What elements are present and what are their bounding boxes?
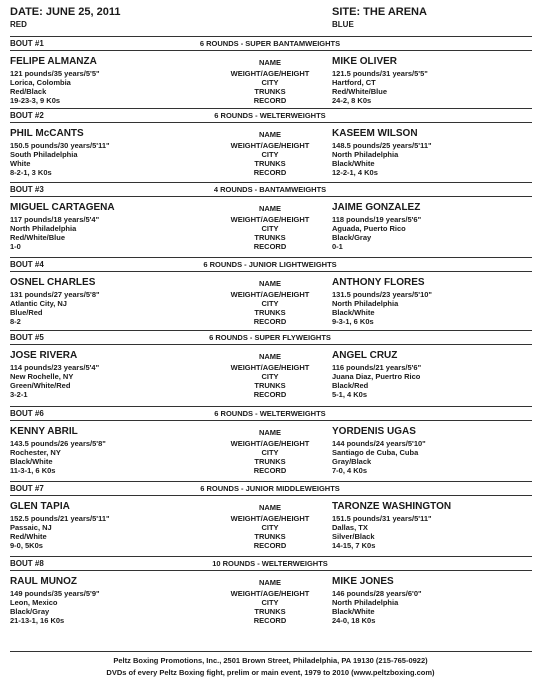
bout-title-rule <box>10 122 532 123</box>
blue-fighter-city: Dallas, TX <box>332 523 368 532</box>
label-record: RECORD <box>253 168 287 177</box>
label-stats: WEIGHT/AGE/HEIGHT <box>230 215 310 224</box>
label-city: CITY <box>261 598 279 607</box>
blue-fighter-city: North Philadelphia <box>332 150 399 159</box>
bout-top-rule <box>10 182 532 183</box>
label-stats: WEIGHT/AGE/HEIGHT <box>230 141 310 150</box>
red-fighter-stats: 143.5 pounds/26 years/5'8" <box>10 439 106 448</box>
blue-fighter-name: YORDENIS UGAS <box>332 426 416 437</box>
bout-title: 6 ROUNDS - WELTERWEIGHTS <box>214 409 326 418</box>
label-record: RECORD <box>253 541 287 550</box>
bout-title: 10 ROUNDS - WELTERWEIGHTS <box>212 559 328 568</box>
label-trunks: TRUNKS <box>254 87 286 96</box>
blue-fighter-trunks: Red/White/Blue <box>332 87 388 96</box>
label-city: CITY <box>261 299 279 308</box>
label-stats: WEIGHT/AGE/HEIGHT <box>230 290 310 299</box>
red-fighter-city: South Philadelphia <box>10 150 78 159</box>
red-fighter-trunks: Blue/Red <box>10 308 43 317</box>
blue-fighter-city: Aguada, Puerto Rico <box>332 224 406 233</box>
blue-fighter-record: 24-0, 18 K0s <box>332 616 376 625</box>
bout-title: 4 ROUNDS - BANTAMWEIGHTS <box>213 185 327 194</box>
bout-block <box>10 481 532 549</box>
label-trunks: TRUNKS <box>254 381 286 390</box>
label-city: CITY <box>261 372 279 381</box>
bout-number: BOUT #8 <box>10 559 44 568</box>
label-record: RECORD <box>253 390 287 399</box>
blue-fighter-stats: 144 pounds/24 years/5'10" <box>332 439 426 448</box>
bout-title-rule <box>10 196 532 197</box>
blue-fighter-city: North Philadelphia <box>332 299 399 308</box>
blue-fighter-record: 14-15, 7 K0s <box>332 541 376 550</box>
event-site: SITE: THE ARENA <box>332 6 427 18</box>
red-fighter-record: 8-2 <box>10 317 21 326</box>
label-trunks: TRUNKS <box>254 607 286 616</box>
red-fighter-stats: 131 pounds/27 years/5'8" <box>10 290 100 299</box>
blue-fighter-stats: 116 pounds/21 years/5'6" <box>332 363 422 372</box>
label-name: NAME <box>258 352 282 361</box>
bout-title: 6 ROUNDS - JUNIOR LIGHTWEIGHTS <box>203 260 337 269</box>
blue-fighter-city: Juana Diaz, Puertro Rico <box>332 372 421 381</box>
red-fighter-record: 3-2-1 <box>10 390 28 399</box>
label-name: NAME <box>258 578 282 587</box>
blue-fighter-city: North Philadelphia <box>332 598 399 607</box>
bout-number: BOUT #7 <box>10 484 44 493</box>
blue-fighter-name: ANGEL CRUZ <box>332 350 398 361</box>
label-name: NAME <box>258 130 282 139</box>
bout-top-rule <box>10 36 532 37</box>
blue-fighter-record: 7-0, 4 K0s <box>332 466 368 475</box>
bout-title-rule <box>10 570 532 571</box>
blue-fighter-record: 9-3-1, 6 K0s <box>332 317 374 326</box>
label-name: NAME <box>258 204 282 213</box>
label-record: RECORD <box>253 242 287 251</box>
label-record: RECORD <box>253 96 287 105</box>
label-stats: WEIGHT/AGE/HEIGHT <box>230 589 310 598</box>
red-fighter-stats: 117 pounds/18 years/5'4" <box>10 215 100 224</box>
red-fighter-stats: 150.5 pounds/30 years/5'11" <box>10 141 110 150</box>
label-trunks: TRUNKS <box>254 159 286 168</box>
bout-title: 6 ROUNDS - JUNIOR MIDDLEWEIGHTS <box>200 484 340 493</box>
red-fighter-name: OSNEL CHARLES <box>10 277 96 288</box>
bout-top-rule <box>10 330 532 331</box>
bout-top-rule <box>10 406 532 407</box>
label-record: RECORD <box>253 616 287 625</box>
label-city: CITY <box>261 224 279 233</box>
blue-fighter-stats: 146 pounds/28 years/6'0" <box>332 589 422 598</box>
label-city: CITY <box>261 523 279 532</box>
bout-block <box>10 330 532 398</box>
blue-fighter-city: Santiago de Cuba, Cuba <box>332 448 419 457</box>
blue-fighter-record: 24-2, 8 K0s <box>332 96 372 105</box>
blue-fighter-record: 12-2-1, 4 K0s <box>332 168 378 177</box>
blue-fighter-city: Hartford, CT <box>332 78 376 87</box>
red-fighter-city: New Rochelle, NY <box>10 372 74 381</box>
label-trunks: TRUNKS <box>254 532 286 541</box>
bout-block <box>10 257 532 325</box>
red-fighter-record: 11-3-1, 6 K0s <box>10 466 56 475</box>
red-fighter-stats: 152.5 pounds/21 years/5'11" <box>10 514 110 523</box>
label-trunks: TRUNKS <box>254 457 286 466</box>
bout-title-rule <box>10 50 532 51</box>
footer-rule <box>10 651 532 652</box>
blue-fighter-name: MIKE OLIVER <box>332 56 398 67</box>
label-record: RECORD <box>253 317 287 326</box>
bout-number: BOUT #1 <box>10 39 44 48</box>
blue-fighter-trunks: Black/White <box>332 607 375 616</box>
label-name: NAME <box>258 503 282 512</box>
bout-top-rule <box>10 481 532 482</box>
blue-fighter-stats: 148.5 pounds/25 years/5'11" <box>332 141 432 150</box>
blue-fighter-trunks: Black/Gray <box>332 233 372 242</box>
blue-fighter-record: 0-1 <box>332 242 343 251</box>
bout-block <box>10 556 532 624</box>
bout-top-rule <box>10 108 532 109</box>
red-fighter-city: North Philadelphia <box>10 224 77 233</box>
blue-fighter-stats: 121.5 pounds/31 years/5'5" <box>332 69 428 78</box>
bout-title-rule <box>10 344 532 345</box>
bout-block <box>10 108 532 176</box>
label-city: CITY <box>261 78 279 87</box>
bout-title: 6 ROUNDS - WELTERWEIGHTS <box>214 111 326 120</box>
label-stats: WEIGHT/AGE/HEIGHT <box>230 439 310 448</box>
blue-corner-label: BLUE <box>332 20 354 29</box>
label-trunks: TRUNKS <box>254 308 286 317</box>
bout-title-rule <box>10 495 532 496</box>
red-corner-label: RED <box>10 20 27 29</box>
bout-title: 6 ROUNDS - SUPER FLYWEIGHTS <box>209 333 331 342</box>
bout-number: BOUT #2 <box>10 111 44 120</box>
bout-title: 6 ROUNDS - SUPER BANTAMWEIGHTS <box>199 39 341 48</box>
red-fighter-trunks: Black/Gray <box>10 607 50 616</box>
red-fighter-record: 19-23-3, 9 K0s <box>10 96 61 105</box>
red-fighter-trunks: Red/Black <box>10 87 47 96</box>
red-fighter-name: GLEN TAPIA <box>10 501 70 512</box>
blue-fighter-trunks: Black/Red <box>332 381 369 390</box>
red-fighter-record: 8-2-1, 3 K0s <box>10 168 52 177</box>
label-city: CITY <box>261 150 279 159</box>
red-fighter-name: MIGUEL CARTAGENA <box>10 202 115 213</box>
red-fighter-trunks: Red/White/Blue <box>10 233 66 242</box>
bout-number: BOUT #5 <box>10 333 44 342</box>
red-fighter-city: Passaic, NJ <box>10 523 52 532</box>
blue-fighter-trunks: Gray/Black <box>332 457 372 466</box>
red-fighter-trunks: Green/White/Red <box>10 381 71 390</box>
label-record: RECORD <box>253 466 287 475</box>
red-fighter-name: RAUL MUNOZ <box>10 576 78 587</box>
red-fighter-trunks: White <box>10 159 31 168</box>
bout-top-rule <box>10 556 532 557</box>
bout-block <box>10 36 532 104</box>
label-trunks: TRUNKS <box>254 233 286 242</box>
red-fighter-record: 9-0, 5K0s <box>10 541 43 550</box>
footer-dvd-note: DVDs of every Peltz Boxing fight, prelim or main event, 1979 to 2010 (www.peltzboxing.com) <box>106 668 435 677</box>
bout-number: BOUT #4 <box>10 260 44 269</box>
bout-top-rule <box>10 257 532 258</box>
blue-fighter-record: 5-1, 4 K0s <box>332 390 368 399</box>
blue-fighter-name: TARONZE WASHINGTON <box>332 501 452 512</box>
blue-fighter-trunks: Silver/Black <box>332 532 375 541</box>
red-fighter-trunks: Red/White <box>10 532 47 541</box>
event-date: DATE: JUNE 25, 2011 <box>10 6 121 18</box>
red-fighter-stats: 114 pounds/23 years/5'4" <box>10 363 100 372</box>
red-fighter-city: Rochester, NY <box>10 448 61 457</box>
red-fighter-city: Lorica, Colombia <box>10 78 71 87</box>
red-fighter-stats: 121 pounds/35 years/5'5" <box>10 69 100 78</box>
label-name: NAME <box>258 428 282 437</box>
blue-fighter-stats: 118 pounds/19 years/5'6" <box>332 215 422 224</box>
blue-fighter-name: JAIME GONZALEZ <box>332 202 421 213</box>
red-fighter-name: KENNY ABRIL <box>10 426 78 437</box>
bout-number: BOUT #3 <box>10 185 44 194</box>
bout-block <box>10 182 532 250</box>
label-name: NAME <box>258 58 282 67</box>
bout-number: BOUT #6 <box>10 409 44 418</box>
red-fighter-record: 21-13-1, 16 K0s <box>10 616 65 625</box>
blue-fighter-trunks: Black/White <box>332 159 375 168</box>
bout-title-rule <box>10 420 532 421</box>
label-stats: WEIGHT/AGE/HEIGHT <box>230 363 310 372</box>
bout-block <box>10 406 532 474</box>
red-fighter-trunks: Black/White <box>10 457 53 466</box>
red-fighter-stats: 149 pounds/35 years/5'9" <box>10 589 100 598</box>
label-stats: WEIGHT/AGE/HEIGHT <box>230 514 310 523</box>
blue-fighter-name: KASEEM WILSON <box>332 128 418 139</box>
red-fighter-name: PHIL McCANTS <box>10 128 84 139</box>
red-fighter-name: JOSE RIVERA <box>10 350 78 361</box>
red-fighter-city: Atlantic City, NJ <box>10 299 67 308</box>
red-fighter-name: FELIPE ALMANZA <box>10 56 97 67</box>
red-fighter-city: Leon, Mexico <box>10 598 58 607</box>
blue-fighter-stats: 151.5 pounds/31 years/5'11" <box>332 514 432 523</box>
label-stats: WEIGHT/AGE/HEIGHT <box>230 69 310 78</box>
label-city: CITY <box>261 448 279 457</box>
blue-fighter-stats: 131.5 pounds/23 years/5'10" <box>332 290 432 299</box>
footer-address: Peltz Boxing Promotions, Inc., 2501 Brown Street, Philadelphia, PA 19130 (215-765-0922) <box>113 656 428 665</box>
blue-fighter-trunks: Black/White <box>332 308 375 317</box>
label-name: NAME <box>258 279 282 288</box>
red-fighter-record: 1-0 <box>10 242 21 251</box>
blue-fighter-name: ANTHONY FLORES <box>332 277 425 288</box>
blue-fighter-name: MIKE JONES <box>332 576 394 587</box>
bout-title-rule <box>10 271 532 272</box>
